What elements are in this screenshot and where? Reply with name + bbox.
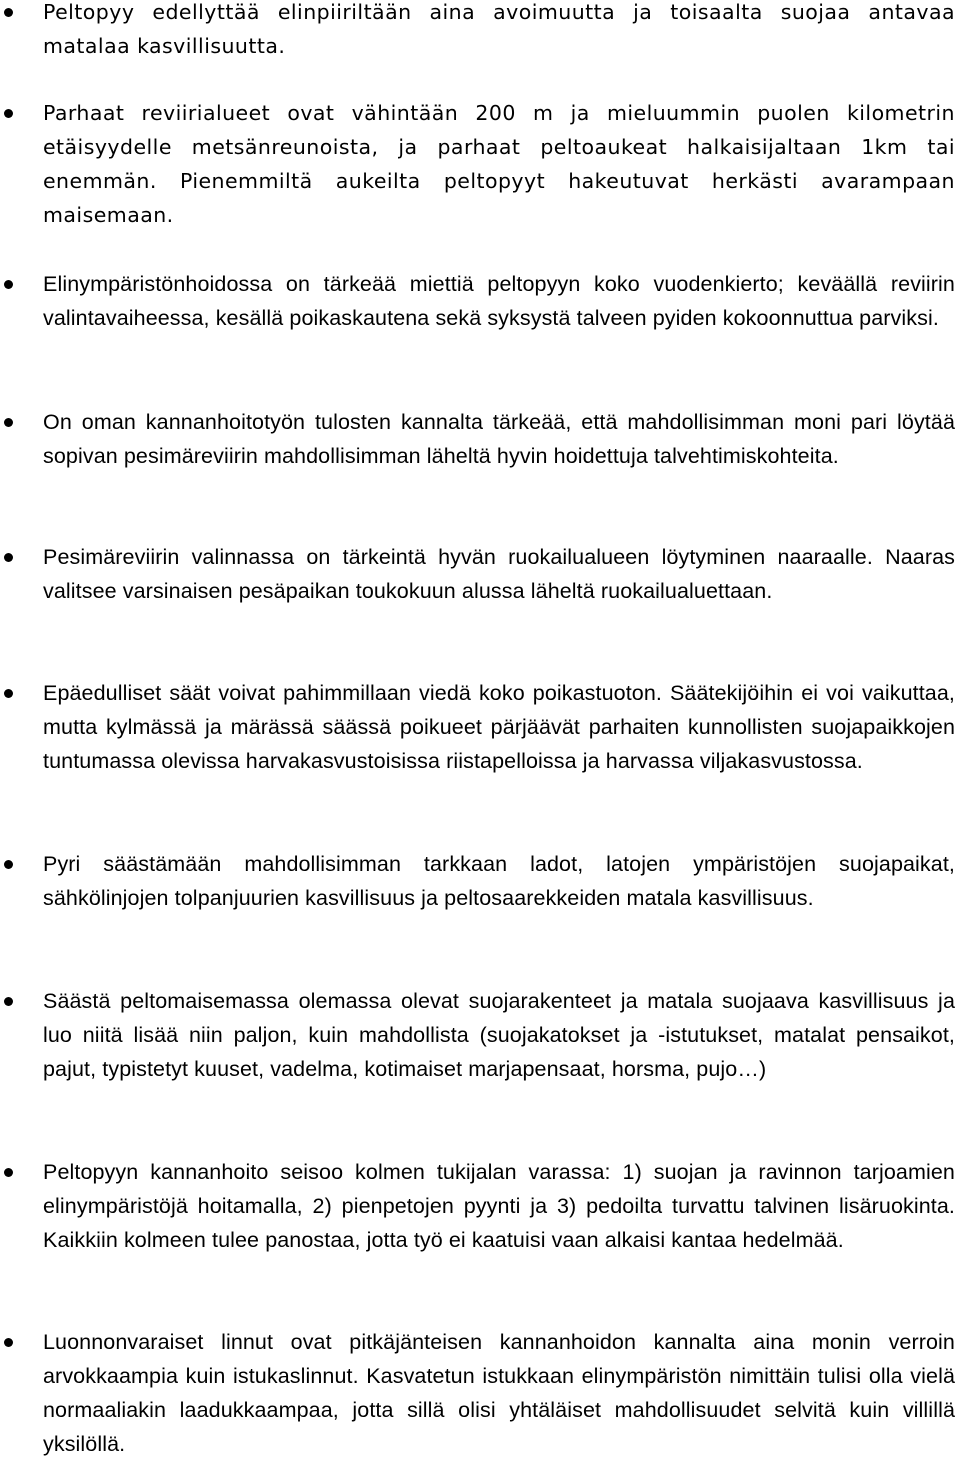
bullet-text: Peltopyyn kannanhoito seisoo kolmen tukijalan varassa: 1) suojan ja ravinnon tarjoamien elinympäristöjä hoitamalla, 2) pienpetojen pyynti ja 3) pedoilta turvattu talvinen lisäruokinta. Kaikkiin kolmeen tulee panostaa, jotta työ ei kaatuisi vaan alkaisi kantaa hedelmää. [43, 1160, 955, 1252]
bullet-dot-icon [4, 997, 13, 1006]
bullet-text: Luonnonvaraiset linnut ovat pitkäjänteisen kannanhoidon kannalta aina monin verroin arvokkaampia kuin istukaslinnut. Kasvatetun istukkaan elinympäristön nimittäin tulisi olla vielä normaaliakin laadukkaampaa, jotta sillä olisi yhtäläiset mahdollisuudet selvitä kuin villillä yksilöllä. [43, 1330, 955, 1456]
bullet-dot-icon [4, 418, 13, 427]
bullet-dot-icon [4, 553, 13, 562]
bullet-text: Elinympäristönhoidossa on tärkeää miettiä peltopyyn koko vuodenkierto; keväällä reviirin valintavaiheessa, kesällä poikaskautena sekä syksystä talveen pyiden kokoonnuttua parviksi. [43, 272, 955, 330]
bullet-dot-icon [4, 8, 13, 17]
bullet-text: Parhaat reviirialueet ovat vähintään 200 m ja mieluummin puolen kilometrin etäisyydelle metsänreunoista, ja parhaat peltoaukeat halkaisijaltaan 1km tai enemmän. Pienemmiltä aukeilta peltopyyt hakeutuvat herkästi avarampaan maisemaan. [43, 101, 955, 227]
bullet-text: Peltopyy edellyttää elinpiiriltään aina avoimuutta ja toisaalta suojaa antavaa matalaa kasvillisuutta. [43, 0, 955, 58]
bullet-dot-icon [4, 1168, 13, 1177]
bullet-text: Pyri säästämään mahdollisimman tarkkaan ladot, latojen ympäristöjen suojapaikat, sähkölinjojen tolpanjuurien kasvillisuus ja peltosaarekkeiden matala kasvillisuus. [43, 852, 955, 910]
bullet-text: Pesimäreviirin valinnassa on tärkeintä hyvän ruokailualueen löytyminen naaraalle. Naaras valitsee varsinaisen pesäpaikan toukokuun alussa läheltä ruokailualuettaan. [43, 545, 955, 603]
bullet-dot-icon [4, 860, 13, 869]
bullet-text: On oman kannanhoitotyön tulosten kannalta tärkeää, että mahdollisimman moni pari löytää sopivan pesimäreviirin mahdollisimman läheltä hyvin hoidettuja talvehtimiskohteita. [43, 410, 955, 468]
bullet-dot-icon [4, 280, 13, 289]
bullet-dot-icon [4, 109, 13, 118]
bullet-dot-icon [4, 1338, 13, 1347]
bullet-dot-icon [4, 689, 13, 698]
bullet-text: Säästä peltomaisemassa olemassa olevat suojarakenteet ja matala suojaava kasvillisuus ja luo niitä lisää niin paljon, kuin mahdollista (suojakatokset ja -istutukset, matalat pensaikot, pajut, typistetyt kuuset, vadelma, kotimaiset marjapensaat, horsma, pujo…) [43, 989, 955, 1081]
bullet-text: Epäedulliset säät voivat pahimmillaan viedä koko poikastuoton. Säätekijöihin ei voi vaikuttaa, mutta kylmässä ja märässä säässä poikueet pärjäävät parhaiten kunnollisten suojapaikkojen tuntumassa olevissa harvakasvustoisissa riistapelloissa ja harvassa viljakasvustossa. [43, 681, 955, 773]
